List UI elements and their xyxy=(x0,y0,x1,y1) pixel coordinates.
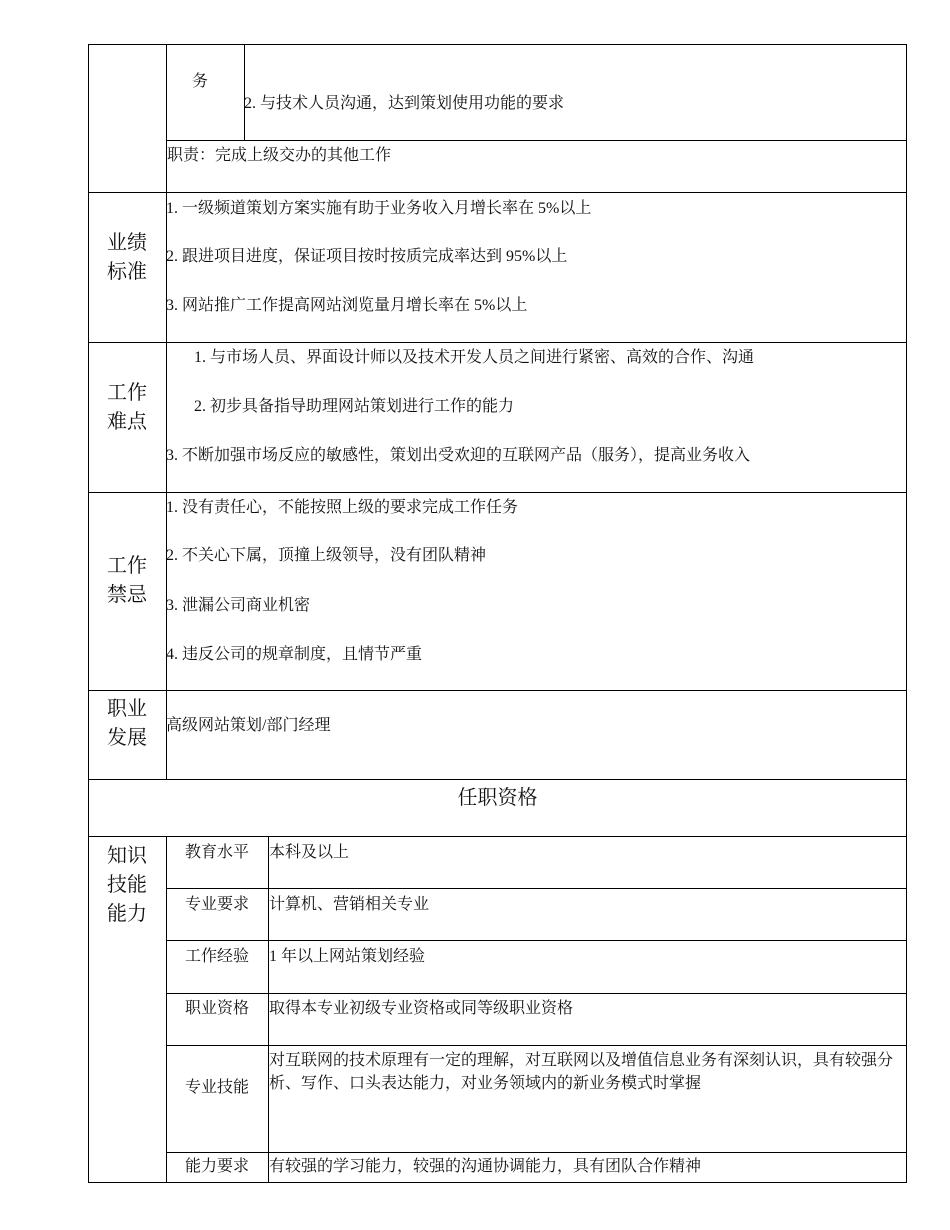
performance-item: 1. 一级频道策划方案实施有助于业务收入月增长率在 5%以上 xyxy=(166,200,592,217)
education-value: 本科及以上 xyxy=(269,844,350,861)
certification-value: 取得本专业初级专业资格或同等级职业资格 xyxy=(269,1000,574,1017)
experience-value: 1 年以上网站策划经验 xyxy=(269,948,426,965)
difficulty-item: 3. 不断加强市场反应的敏感性，策划出受欢迎的互联网产品（服务），提高业务收入 xyxy=(166,447,751,464)
difficulty-label: 工作 难点 xyxy=(107,382,147,433)
difficulty-item: 1. 与市场人员、界面设计师以及技术开发人员之间进行紧密、高效的合作、沟通 xyxy=(194,349,755,366)
row-divider xyxy=(88,690,907,691)
taboo-item: 4. 违反公司的规章制度，且情节严重 xyxy=(166,646,423,663)
performance-label: 业绩 标准 xyxy=(107,232,147,283)
experience-key: 工作经验 xyxy=(184,948,249,965)
difficulty-item: 2. 初步具备指导助理网站策划进行工作的能力 xyxy=(194,398,515,415)
duty-other: 职责：完成上级交办的其他工作 xyxy=(167,147,392,164)
row-divider xyxy=(88,779,907,780)
row-divider xyxy=(166,1045,907,1046)
table-border-top xyxy=(88,44,907,45)
education-key: 教育水平 xyxy=(184,844,249,861)
skills-key: 专业技能 xyxy=(184,1079,249,1096)
row-divider xyxy=(88,492,907,493)
duty-sub-item: 2. 与技术人员沟通，达到策划使用功能的要求 xyxy=(244,95,565,112)
taboo-item: 1. 没有责任心，不能按照上级的要求完成工作任务 xyxy=(166,499,519,516)
row-divider xyxy=(166,993,907,994)
major-key: 专业要求 xyxy=(184,896,249,913)
table-border-left xyxy=(88,44,89,1183)
row-divider xyxy=(166,1152,907,1153)
performance-item: 3. 网站推广工作提高网站浏览量月增长率在 5%以上 xyxy=(166,297,528,314)
performance-item: 2. 跟进项目进度，保证项目按时按质完成率达到 95%以上 xyxy=(166,248,568,265)
major-value: 计算机、营销相关专业 xyxy=(269,896,430,913)
career-path: 高级网站策划/部门经理 xyxy=(166,717,331,734)
table-border-bottom xyxy=(88,1182,907,1183)
taboo-label: 工作 禁忌 xyxy=(107,555,147,606)
row-divider xyxy=(166,888,907,889)
qualification-label: 知识 技能 能力 xyxy=(107,845,147,925)
career-label: 职业 发展 xyxy=(107,698,147,749)
ability-value: 有较强的学习能力，较强的沟通协调能力，具有团队合作精神 xyxy=(269,1158,702,1175)
row-divider xyxy=(88,192,907,193)
row-divider xyxy=(88,836,907,837)
row-divider xyxy=(88,342,907,343)
duty-sub-label: 务 xyxy=(192,73,209,90)
skills-value: 对互联网的技术原理有一定的理解，对互联网以及增值信息业务有深刻认识，具有较强分析、写作、口头表达能力，对业务领域内的新业务模式时掌握 xyxy=(269,1052,894,1092)
table-border-right xyxy=(906,44,907,1183)
certification-key: 职业资格 xyxy=(184,1000,249,1017)
qualification-header: 任职资格 xyxy=(457,787,538,809)
row-divider xyxy=(166,940,907,941)
taboo-item: 2. 不关心下属，顶撞上级领导，没有团队精神 xyxy=(166,547,487,564)
sub-column-divider xyxy=(244,44,245,140)
taboo-item: 3. 泄漏公司商业机密 xyxy=(166,597,311,614)
ability-key: 能力要求 xyxy=(184,1158,249,1175)
row-divider xyxy=(166,140,907,141)
